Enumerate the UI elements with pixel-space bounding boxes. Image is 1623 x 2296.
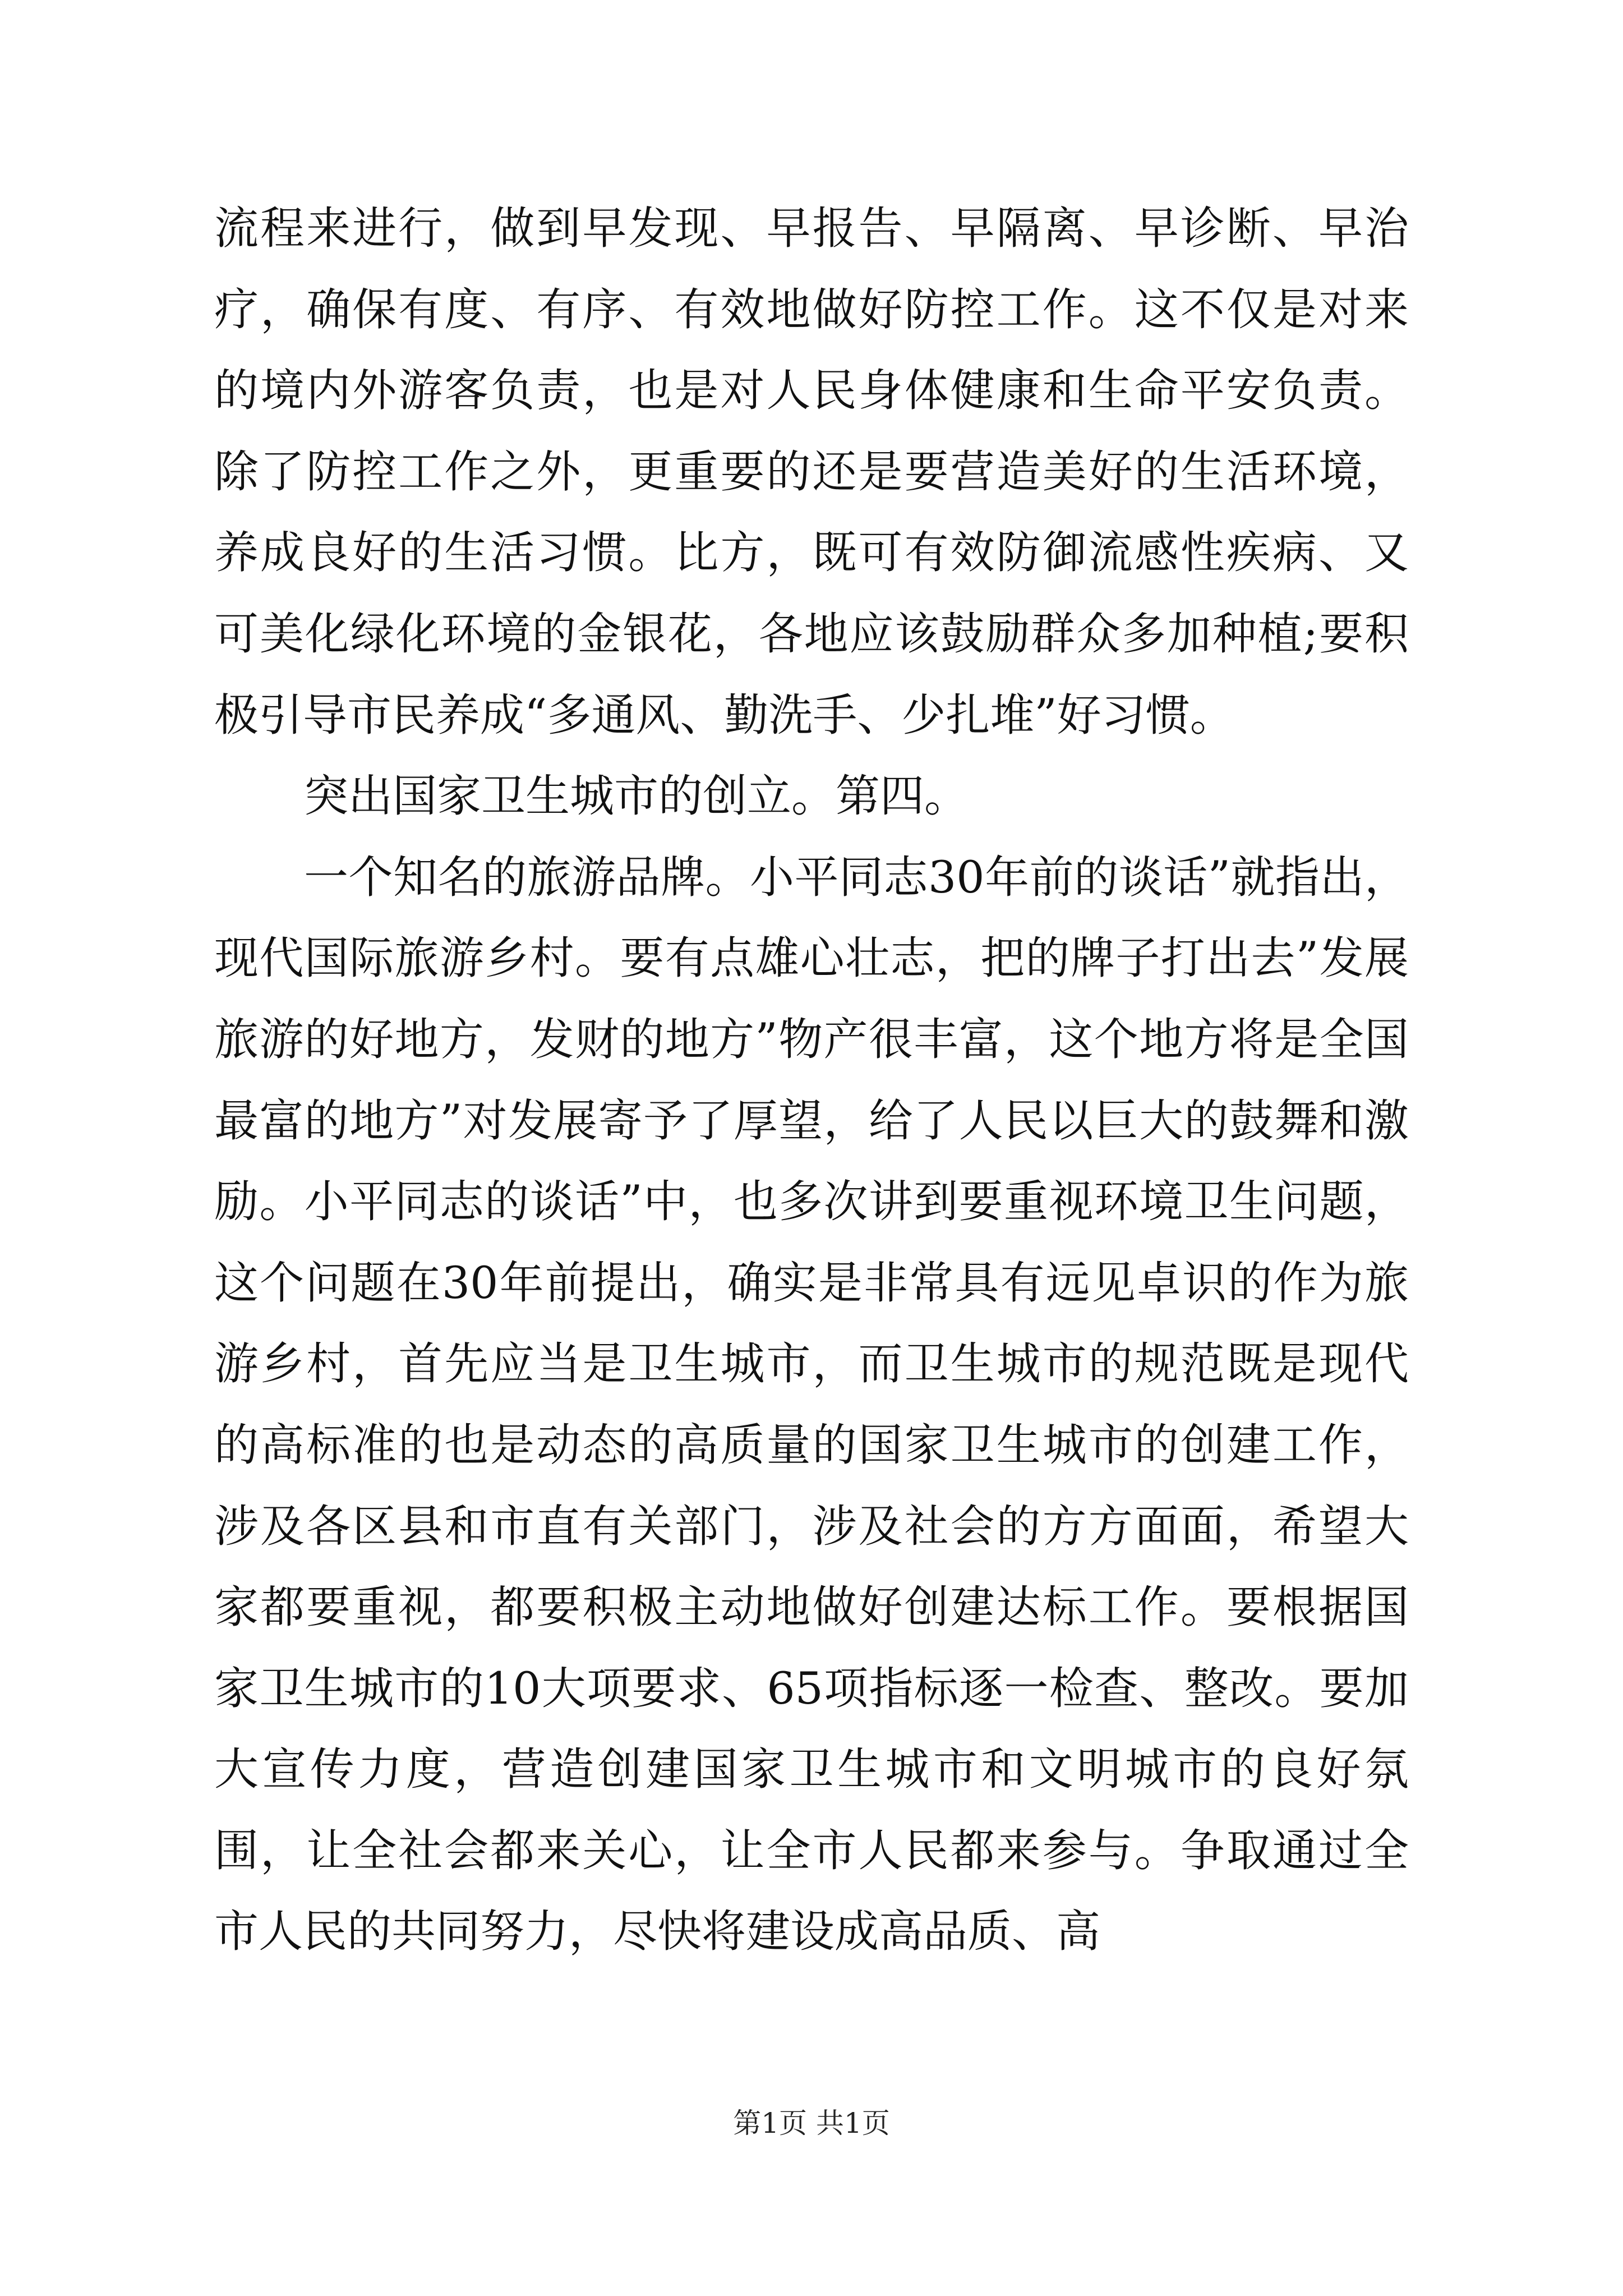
page-footer: 第1页 共1页 — [733, 2107, 890, 2139]
paragraph-heading-fourth: 突出国家卫生城市的创立。第四。 — [304, 770, 969, 822]
paragraph-continuation: 流程来进行，做到早发现、早报告、早隔离、早诊断、早治疗，确保有度、有序、有效地做好防控工作。这不仅是对来的境内外游客负责，也是对人民身体健康和生命平安负责。除了防控工作之外，更重要的还是要营造美好的生活环境，养成良好的生活习惯。比方，既可有效防御流感性疾病、又可美化绿化环境的金银花，各地应该鼓励群众多加种植;要积极引导市民养成“多通风、勤洗手、少扎堆”好习惯。 — [214, 203, 1409, 741]
paragraph-tourism-brand: 一个知名的旅游品牌。小平同志30年前的谈话”就指出，现代国际旅游乡村。要有点雄心壮志，把的牌子打出去”发展旅游的好地方，发财的地方”物产很丰富，这个地方将是全国最富的地方”对发展寄予了厚望，给了人民以巨大的鼓舞和激励。小平同志的谈话”中，也多次讲到要重视环境卫生问题，这个问题在30年前提出，确实是非常具有远见卓识的作为旅游乡村，首先应当是卫生城市，而卫生城市的规范既是现代的高标准的也是动态的高质量的国家卫生城市的创建工作，涉及各区县和市直有关部门，涉及社会的方方面面，希望大家都要重视，都要积极主动地做好创建达标工作。要根据国家卫生城市的10大项要求、65项指标逐一检查、整改。要加大宣传力度，营造创建国家卫生城市和文明城市的良好氛围，让全社会都来关心，让全市人民都来参与。争取通过全市人民的共同努力，尽快将建设成高品质、高 — [214, 851, 1409, 1958]
body-text — [214, 188, 1409, 1972]
